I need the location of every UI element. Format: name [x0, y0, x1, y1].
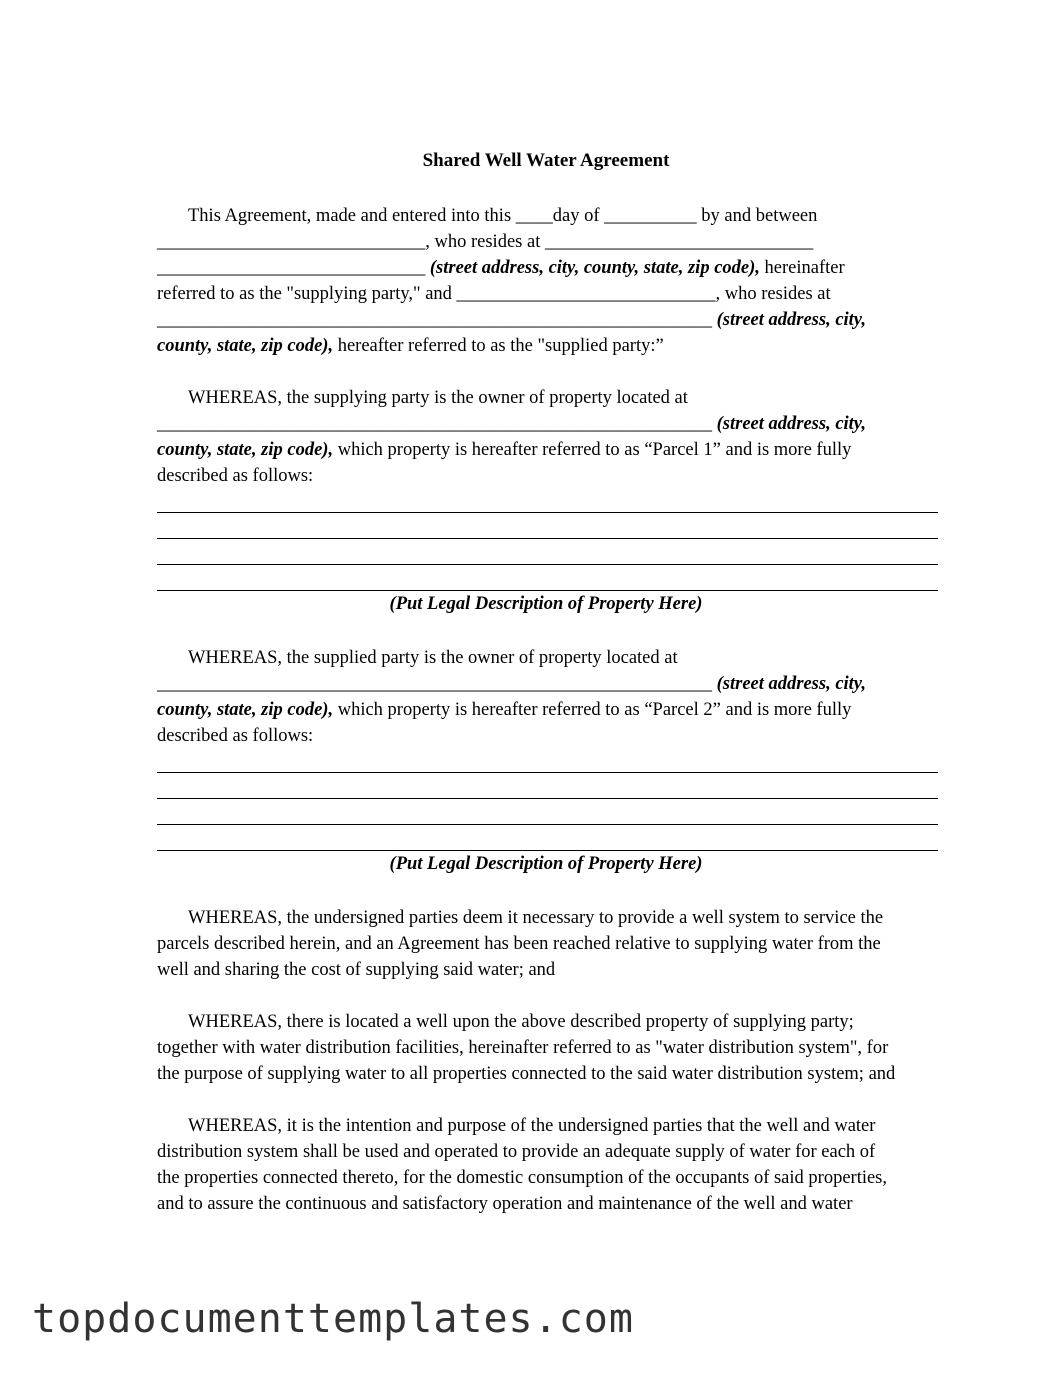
whereas-paragraph-4	[157, 1009, 947, 1087]
intro-line-3	[157, 255, 947, 281]
blank-field: ____________________________________________________________	[157, 310, 717, 330]
whereas-paragraph-3	[157, 905, 947, 983]
whereas1-line-3	[157, 437, 947, 463]
whereas1-line-1: WHEREAS, the supplying party is the owner of property located at	[188, 388, 688, 408]
legal-description-line	[157, 590, 938, 591]
intro-paragraph	[157, 203, 947, 359]
legal-description-line	[157, 564, 938, 565]
whereas4-line-3: the purpose of supplying water to all properties connected to the said water distribution system; and	[157, 1064, 896, 1084]
intro-line-4: referred to as the "supplying party," and ____________________________, who resides at	[157, 284, 831, 304]
intro-line-6	[157, 333, 947, 359]
whereas2-line-3	[157, 697, 947, 723]
legal-description-line	[157, 850, 938, 851]
blank-field: ____________________________________________________________	[157, 674, 717, 694]
whereas-paragraph-2	[157, 645, 947, 749]
whereas3-line-3: well and sharing the cost of supplying said water; and	[157, 960, 556, 980]
whereas2-line-4: described as follows:	[157, 726, 314, 746]
intro-line-2: _____________________________, who resides at _____________________________	[157, 232, 814, 252]
address-hint: (street address, city, county, state, zip code),	[429, 258, 760, 278]
intro-text: hereafter referred to as the "supplied party:”	[333, 336, 664, 356]
whereas5-line-2: distribution system shall be used and operated to provide an adequate supply of water for each of	[157, 1142, 876, 1162]
legal-description-line	[157, 512, 938, 513]
whereas5-line-1: WHEREAS, it is the intention and purpose of the undersigned parties that the well and water	[188, 1116, 876, 1136]
whereas1-text: which property is hereafter referred to as “Parcel 1” and is more fully	[333, 440, 852, 460]
legal-description-line	[157, 538, 938, 539]
document-title: Shared Well Water Agreement	[422, 150, 670, 171]
address-hint: county, state, zip code),	[157, 700, 334, 720]
whereas3-line-2: parcels described herein, and an Agreement has been reached relative to supplying water from the	[157, 934, 881, 954]
whereas1-line-4: described as follows:	[157, 466, 314, 486]
legal-description-label-1: (Put Legal Description of Property Here)	[389, 594, 703, 614]
intro-text: hereinafter	[759, 258, 845, 278]
intro-line-5	[157, 307, 947, 333]
legal-description-line	[157, 824, 938, 825]
blank-field: ____________________________________________________________	[157, 414, 717, 434]
legal-description-line	[157, 772, 938, 773]
whereas4-line-1: WHEREAS, there is located a well upon the above described property of supplying party;	[188, 1012, 854, 1032]
whereas5-line-3: the properties connected thereto, for the domestic consumption of the occupants of said properties,	[157, 1168, 888, 1188]
blank-field: _____________________________	[157, 258, 430, 278]
whereas-paragraph-5	[157, 1113, 947, 1217]
whereas2-line-2	[157, 671, 947, 697]
whereas2-text: which property is hereafter referred to as “Parcel 2” and is more fully	[333, 700, 852, 720]
address-hint: (street address, city,	[716, 674, 866, 694]
whereas4-line-2: together with water distribution facilities, hereinafter referred to as "water distribution system", for	[157, 1038, 889, 1058]
whereas3-line-1: WHEREAS, the undersigned parties deem it necessary to provide a well system to service the	[188, 908, 884, 928]
address-hint: county, state, zip code),	[157, 336, 334, 356]
legal-description-label-2: (Put Legal Description of Property Here)	[389, 854, 703, 874]
whereas5-line-4: and to assure the continuous and satisfactory operation and maintenance of the well and water	[157, 1194, 853, 1214]
intro-line-1: This Agreement, made and entered into this ____day of __________ by and between	[188, 206, 818, 226]
whereas-paragraph-1	[157, 385, 947, 489]
address-hint: county, state, zip code),	[157, 440, 334, 460]
address-hint: (street address, city,	[716, 414, 866, 434]
legal-description-line	[157, 798, 938, 799]
whereas1-line-2	[157, 411, 947, 437]
watermark: topdocumenttemplates.com	[32, 1296, 634, 1342]
whereas2-line-1: WHEREAS, the supplied party is the owner of property located at	[188, 648, 678, 668]
address-hint: (street address, city,	[716, 310, 866, 330]
